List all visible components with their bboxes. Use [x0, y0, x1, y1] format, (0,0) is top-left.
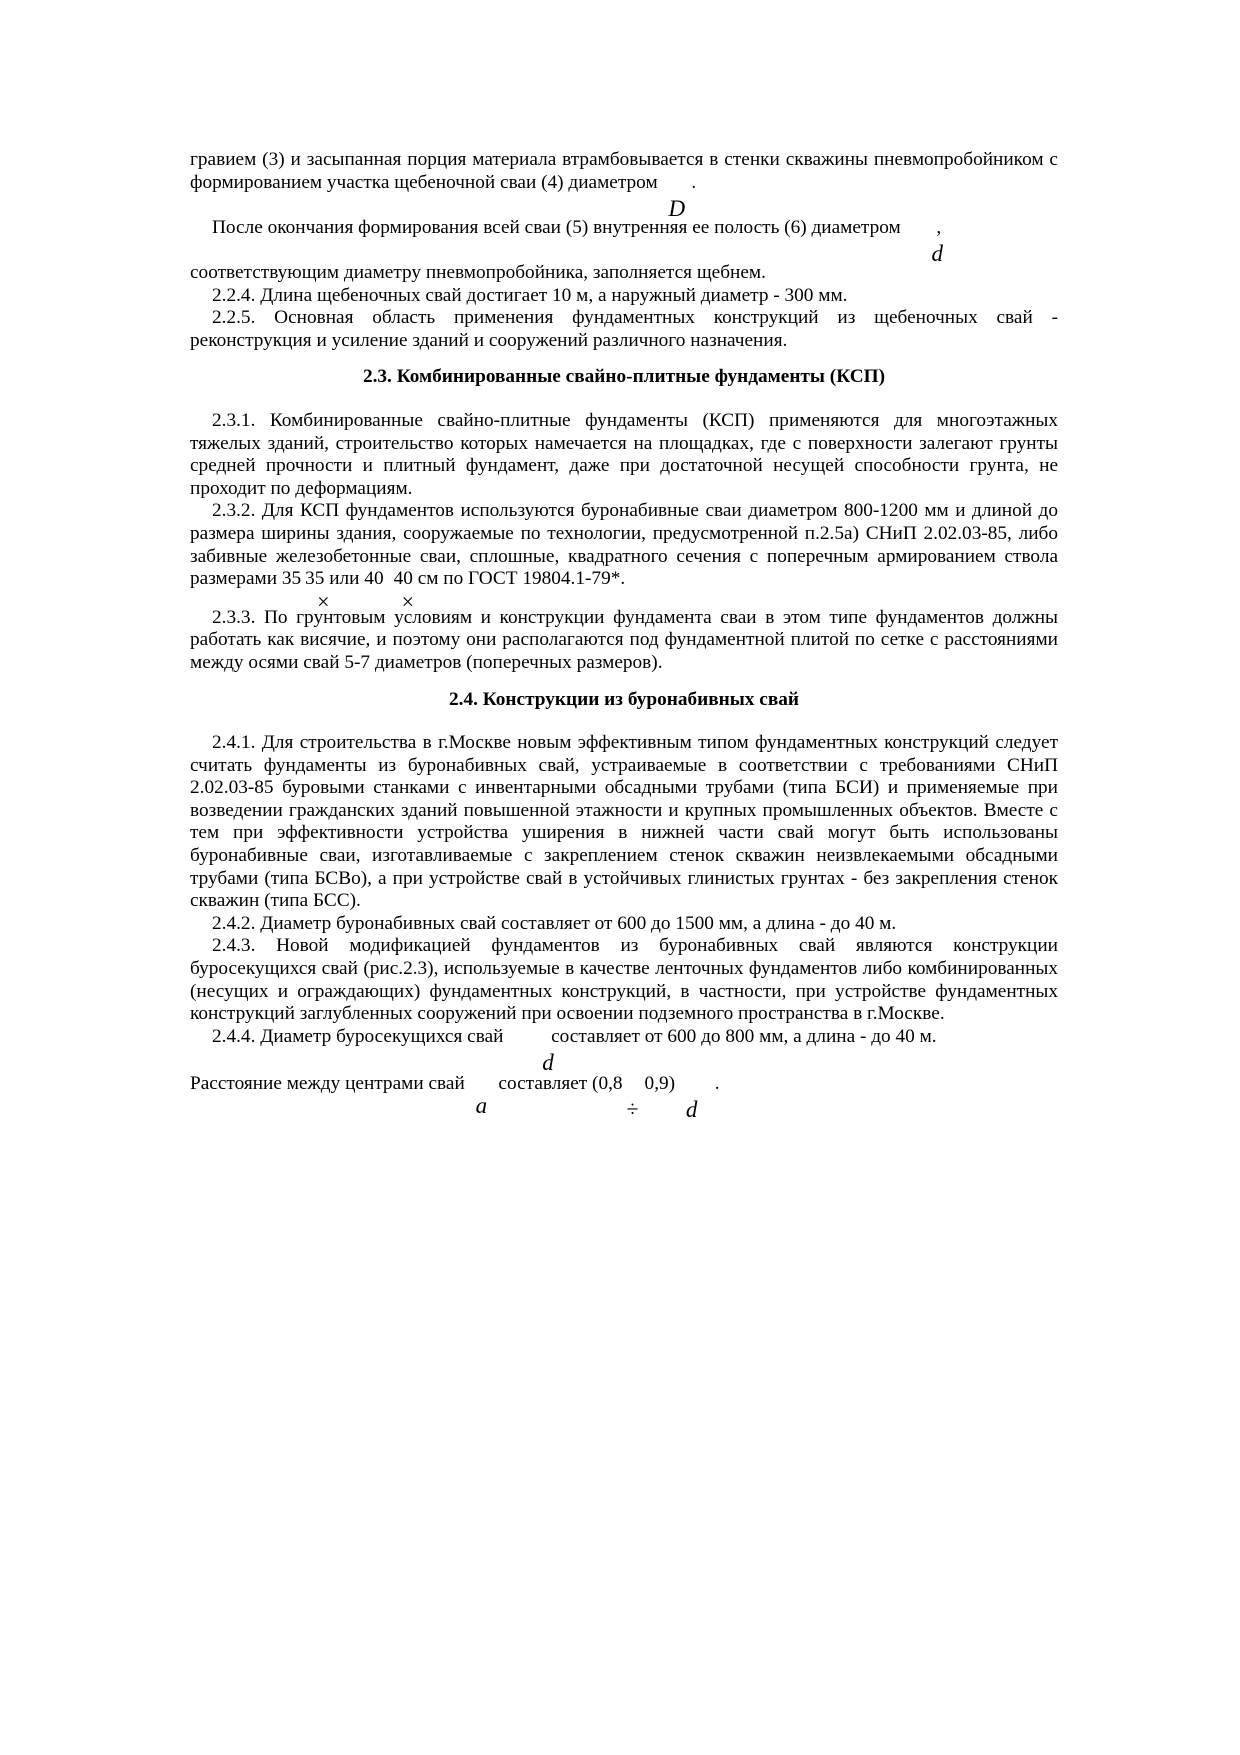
section-heading-2-4: 2.4. Конструкции из буронабивных свай	[449, 688, 799, 710]
paragraph-2-4-4	[190, 1026, 1058, 1073]
paragraph-text: 2.4.4. Диаметр буросекущихся свай	[212, 1025, 504, 1047]
paragraph-2-4-2: 2.4.2. Диаметр буронабивных свай составляет от 600 до 1500 мм, а длина - до 40 м.	[212, 912, 897, 934]
paragraph-text-cont: соответствующим диаметру пневмопробойника, заполняется щебнем.	[190, 262, 766, 283]
paragraph-2-3-2	[190, 500, 1058, 615]
paragraph-continuation	[190, 149, 1058, 221]
paragraph-text: 40 см по ГОСТ 19804.1-79*.	[393, 568, 626, 590]
paragraph-text: составляет (0,8	[498, 1072, 623, 1094]
paragraph-text: гравием (3) и засыпанная порция материала втрамбовывается в стенки скважины пневмопробойником с формированием участка щебеночной сваи (4) диаметром	[190, 149, 1058, 193]
paragraph-2-4-1: 2.4.1. Для строительства в г.Москве новым эффективным типом фундаментных конструкций следует считать фундаменты из буронабивных свай, устраиваемые в соответствии с требованиями СНиП 2.02.03-85 буровыми станками с инвентарными обсадными трубами (типа БСИ) и применяемые при возведении гражданских зданий повышенной этажности и крупных промышленных объектов. Вместе с тем при эффективности устройства уширения в нижней части свай могут быть использованы буронабивные сваи, изготавливаемые с закреплением стенок скважин неизвлекаемыми обсадными трубами (типа БСВо), а при устройстве свай в устойчивых глинистых грунтах - без закрепления стенок скважин (типа БСС).	[190, 732, 1058, 912]
paragraph-2-3-3: 2.3.3. По грунтовым условиям и конструкции фундамента сваи в этом типе фундаментов должны работать как висячие, и поэтому они располагаются под фундаментной плитой по сетке с расстояниями между осями свай 5-7 диаметров (поперечных размеров).	[190, 606, 1058, 673]
period: .	[691, 171, 697, 193]
paragraph-2-2-5: 2.2.5. Основная область применения фундаментных конструкций из щебеночных свай - реконструкция и усиление зданий и сооружений различного назначения.	[190, 307, 1058, 351]
paragraph-text: 35 или 40	[305, 568, 384, 590]
division-sign: ÷	[626, 1095, 639, 1121]
paragraph-text: Расстояние между центрами свай	[190, 1072, 465, 1094]
multiply-sign: ×	[401, 589, 415, 615]
period: .	[714, 1072, 720, 1094]
paragraph-after-forming	[190, 217, 1058, 266]
multiply-sign: ×	[317, 589, 330, 615]
paragraph-text: После окончания формирования всей сваи (5) внутренняя ее полость (6) диаметром	[212, 217, 901, 238]
formula-symbol-d: d	[542, 1049, 554, 1075]
paragraph-2-2-4: 2.2.4. Длина щебеночных свай достигает 10 м, а наружный диаметр - 300 мм.	[212, 284, 848, 306]
comma: ,	[936, 217, 942, 238]
formula-symbol-d: d	[685, 1096, 698, 1122]
paragraph-text: составляет от 600 до 800 мм, а длина - до 40 м.	[551, 1025, 937, 1047]
paragraph-text: 0,9)	[644, 1072, 676, 1094]
formula-symbol-D: D	[668, 195, 686, 221]
formula-symbol-d: d	[931, 241, 944, 266]
paragraph-2-4-3: 2.4.3. Новой модификацией фундаментов из буронабивных свай являются конструкции буросекущихся свай (рис.2.3), используемые в качестве ленточных фундаментов либо комбинированных (несущих и ограждающих) фундаментных конструкций, в частности, при устройстве фундаментных конструкций заглубленных сооружений при освоении подземного пространства в г.Москве.	[190, 935, 1058, 1025]
formula-symbol-a: a	[475, 1092, 488, 1118]
section-heading-2-3: 2.3. Комбинированные свайно-плитные фундаменты (КСП)	[362, 366, 886, 388]
paragraph-2-3-1: 2.3.1. Комбинированные свайно-плитные фундаменты (КСП) применяются для многоэтажных тяжелых зданий, строительство которых намечается на площадках, где с поверхности залегают грунты средней прочности и плитный фундамент, даже при достаточной несущей способности грунта, не проходит по деформациям.	[190, 409, 1058, 499]
paragraph-2-4-4-cont	[190, 1072, 1058, 1122]
document-page	[190, 149, 1058, 1122]
paragraph-text: 2.3.2. Для КСП фундаментов используются буронабивные сваи диаметром 800-1200 мм и длиной до размера ширины здания, сооружаемые по технологии, предусмотренной п.2.5а) СНиП 2.02.03-85, либо забивные железобетонные сваи, сплошные, квадратного сечения с поперечным армированием ствола размерами 35	[190, 500, 1058, 590]
